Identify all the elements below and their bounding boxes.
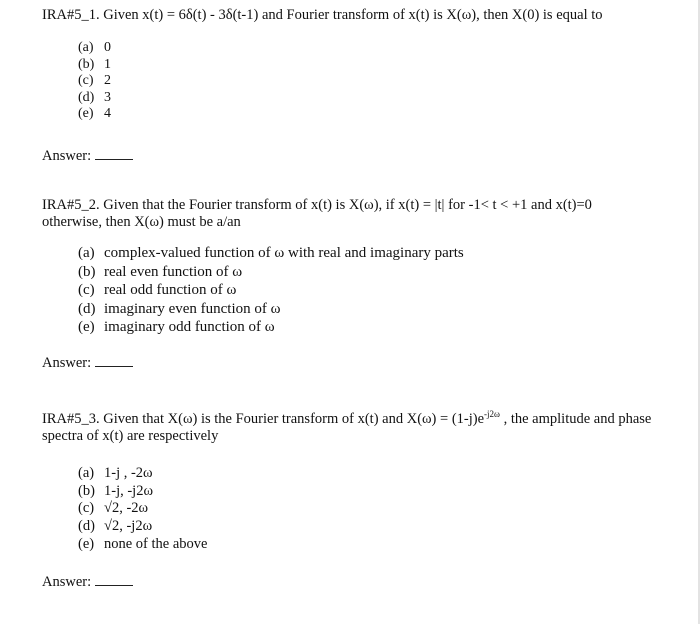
answer-1-blank[interactable] [95,147,133,160]
question-3 [42,406,652,554]
option-3d[interactable]: (d) √2, -j2ω [78,518,153,535]
option-2d[interactable]: (d) imaginary even function of ω [78,300,281,317]
answer-2 [42,354,133,372]
question-1-options [42,40,652,123]
answer-1-label: Answer: [42,148,92,164]
answer-3-blank[interactable] [95,573,133,586]
question-1-stem: IRA#5_1. Given x(t) = 6δ(t) - 3δ(t-1) and Fourier transform of x(t) is X(ω), then X(0) is equal to [42,7,603,23]
question-1 [42,7,652,123]
option-3a[interactable]: (a) 1-j , -2ω [78,464,153,481]
option-1b[interactable]: (b) 1 [78,56,111,72]
option-1a[interactable]: (a) 0 [78,40,111,55]
answer-2-label: Answer: [42,355,92,371]
option-1e[interactable]: (e) 4 [78,106,111,121]
answer-3 [42,573,133,591]
question-2 [42,197,652,337]
option-3b[interactable]: (b) 1-j, -j2ω [78,482,154,499]
option-1d[interactable]: (d) 3 [78,89,111,105]
answer-1 [42,147,133,165]
question-2-options [42,244,652,337]
option-2b[interactable]: (b) real even function of ω [78,263,243,280]
option-3c[interactable]: (c) √2, -2ω [78,500,149,517]
option-3e[interactable]: (e) none of the above [78,536,208,553]
question-2-stem: IRA#5_2. Given that the Fourier transform of x(t) is X(ω), if x(t) = |t| for -1< t < +1 and x(t)=0 otherwise, then X(ω) must be a/an [42,197,592,230]
option-2a[interactable]: (a) complex-valued function of ω with real and imaginary parts [78,245,464,261]
option-1c[interactable]: (c) 2 [78,73,111,88]
answer-3-label: Answer: [42,574,92,590]
question-3-stem: IRA#5_3. Given that X(ω) is the Fourier transform of x(t) and $X(\omega) = (1-j)e^{-j2\omega}$ , the amplitude and phase spectra of x(t) are respectively [42,409,652,444]
answer-2-blank[interactable] [95,354,133,367]
option-2c[interactable]: (c) real odd function of ω [78,282,237,298]
option-2e[interactable]: (e) imaginary odd function of ω [78,319,275,335]
question-3-options [42,465,652,554]
